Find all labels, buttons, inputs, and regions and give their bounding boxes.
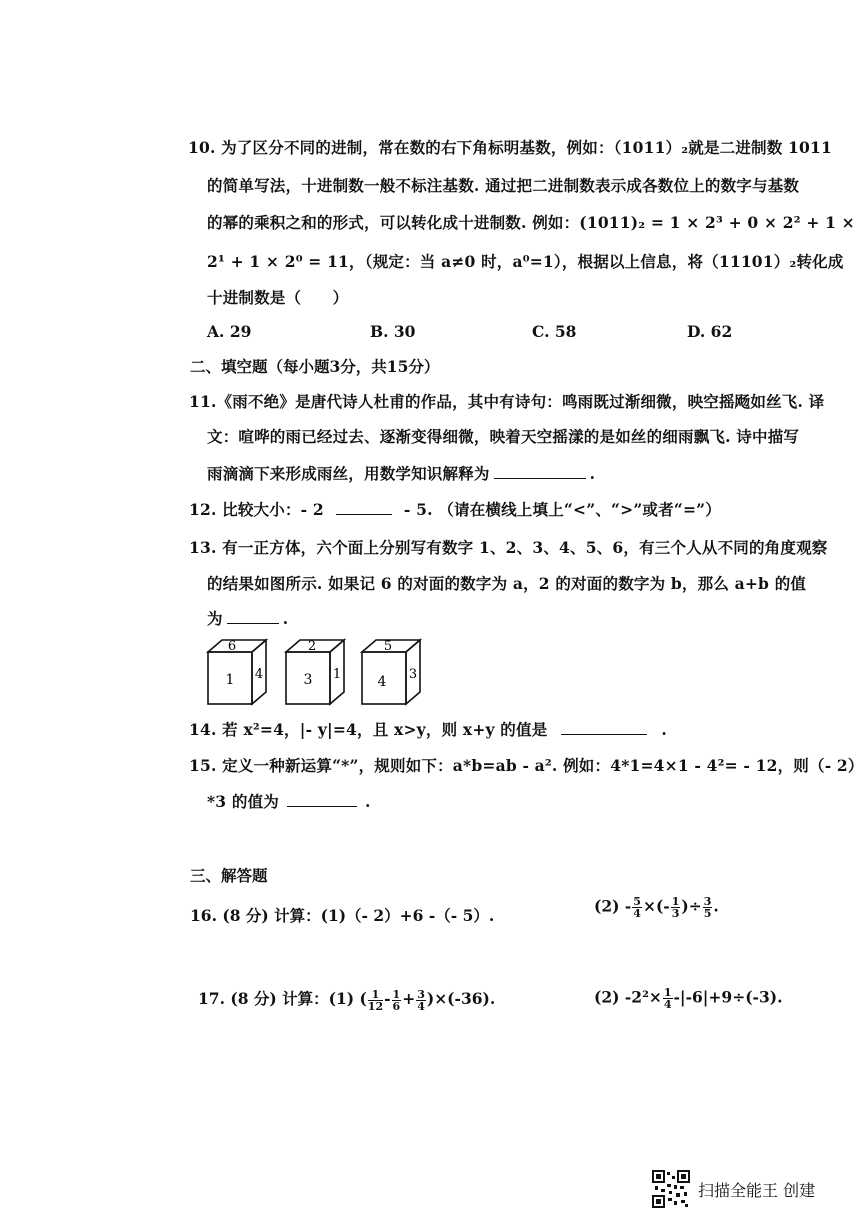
q17-p1-prefix: 17. (8 分) 计算：(1) (	[198, 989, 367, 1008]
q17-part-2	[594, 987, 782, 1010]
cube-1-side: 4	[254, 667, 264, 682]
q11-line-3	[207, 462, 595, 484]
q16-fraction-1: $\frac{5}{4}$	[633, 895, 641, 920]
q16-part-1: 16. (8 分) 计算：(1)（- 2）+6 -（- 5）.	[190, 906, 495, 925]
q17-p1-tail: )×(-36).	[426, 989, 496, 1008]
q16-part-2	[594, 896, 719, 919]
q14-answer-blank[interactable]	[561, 720, 647, 735]
q14-line	[189, 718, 667, 740]
q11-end: .	[589, 464, 596, 483]
q17-plus: +	[402, 989, 416, 1008]
q13-line-3	[207, 607, 288, 629]
q16-p2-prefix: (2) -	[594, 896, 632, 916]
q16-mid-2: )÷	[681, 896, 702, 916]
cube-2-side: 1	[332, 667, 342, 682]
q15-text: *3 的值为	[207, 792, 279, 811]
q10-line-1: 10. 为了区分不同的进制，常在数的右下角标明基数，例如：（1011）₂就是二进制数 1011	[188, 138, 832, 157]
q10-option-d: D. 62	[687, 322, 733, 341]
q17-fraction-3: $\frac{3}{4}$	[417, 987, 425, 1013]
q12-start: 12. 比较大小：- 2	[189, 500, 324, 519]
q17-p2-prefix: (2) -2²×	[594, 987, 662, 1007]
q12-answer-blank[interactable]	[336, 500, 392, 515]
cube-view-1	[206, 636, 270, 708]
q10-line-2: 的简单写法，十进制数一般不标注基数. 通过把二进制数表示成各数位上的数字与基数	[207, 176, 800, 195]
q15-line-1: 15. 定义一种新运算“*”，规则如下：a*b=ab - a². 例如：4*1=4×1 - 4²= - 12，则（- 2）	[189, 756, 864, 775]
q10-line-4: 2¹ + 1 × 2⁰ = 11，（规定：当 a≠0 时，a⁰=1），根据以上信息，将（11101）₂转化成	[207, 252, 844, 271]
q17-p2-tail: -|-6|+9÷(-3).	[673, 987, 783, 1007]
cube-1-top: 6	[227, 639, 237, 654]
section-3-heading: 三、解答题	[190, 866, 268, 885]
q16-fraction-2: $\frac{1}{3}$	[671, 895, 680, 920]
q13-answer-blank[interactable]	[227, 609, 279, 624]
q10-option-b: B. 30	[370, 322, 416, 341]
q10-option-c: C. 58	[532, 322, 577, 341]
q11-line-1: 11.《雨不绝》是唐代诗人杜甫的作品，其中有诗句：鸣雨既过渐细微，映空摇飏如丝飞. 译	[189, 392, 825, 411]
cube-3-top: 5	[383, 639, 393, 654]
cube-3-front: 4	[377, 674, 387, 690]
q13-line-1: 13. 有一正方体，六个面上分别写有数字 1、2、3、4、5、6，有三个人从不同的角度观察	[189, 538, 828, 557]
cube-3-side: 3	[408, 667, 418, 682]
q15-answer-blank[interactable]	[287, 792, 357, 807]
q12-end: - 5. （请在横线上填上“<”、“>”或者“=”）	[403, 500, 721, 519]
scanner-watermark	[652, 1170, 852, 1210]
q17-minus: -	[384, 989, 391, 1008]
q13-text: 为	[207, 609, 223, 628]
q14-end: .	[661, 720, 668, 739]
q11-line-2: 文：喧哗的雨已经过去、逐渐变得细微，映着天空摇漾的是如丝的细雨飘飞. 诗中描写	[207, 427, 800, 446]
q15-end: .	[365, 792, 371, 811]
section-2-heading: 二、填空题（每小题3分，共15分）	[190, 357, 440, 376]
q17-fraction-2: $\frac{1}{6}$	[392, 987, 401, 1013]
q16-mid-1: ×(-	[642, 896, 670, 916]
q10-option-a: A. 29	[207, 322, 252, 341]
cube-view-2	[284, 636, 348, 708]
scanner-watermark-label: 扫描全能王 创建	[698, 1181, 816, 1200]
q17-fraction-1: $\frac{1}{12}$	[367, 987, 384, 1013]
q10-line-3: 的幂的乘积之和的形式，可以转化成十进制数. 例如：(1011)₂ = 1 × 2³ + 0 × 2² + 1 ×	[207, 213, 855, 232]
q11-text: 雨滴滴下来形成雨丝，用数学知识解释为	[207, 464, 490, 483]
q14-text: 14. 若 x²=4，|- y|=4，且 x>y，则 x+y 的值是	[189, 720, 548, 739]
cube-2-top: 2	[307, 639, 317, 654]
cube-1-front: 1	[225, 672, 235, 688]
qr-code-icon	[652, 1170, 690, 1208]
cube-view-3	[360, 636, 424, 708]
q17-part-1	[198, 987, 495, 1012]
q16-tail: .	[713, 896, 719, 916]
q11-answer-blank[interactable]	[494, 464, 586, 479]
q16-fraction-3: $\frac{3}{5}$	[703, 895, 712, 920]
q13-end: .	[282, 609, 289, 628]
q15-line-2	[207, 790, 371, 812]
q12-line	[189, 498, 721, 520]
q13-line-2: 的结果如图所示. 如果记 6 的对面的数字为 a，2 的对面的数字为 b，那么 a+b 的值	[207, 574, 807, 593]
q10-line-5: 十进制数是（ ）	[207, 288, 349, 307]
cube-2-front: 3	[303, 672, 313, 688]
q17-fraction-4: $\frac{1}{4}$	[663, 986, 672, 1011]
